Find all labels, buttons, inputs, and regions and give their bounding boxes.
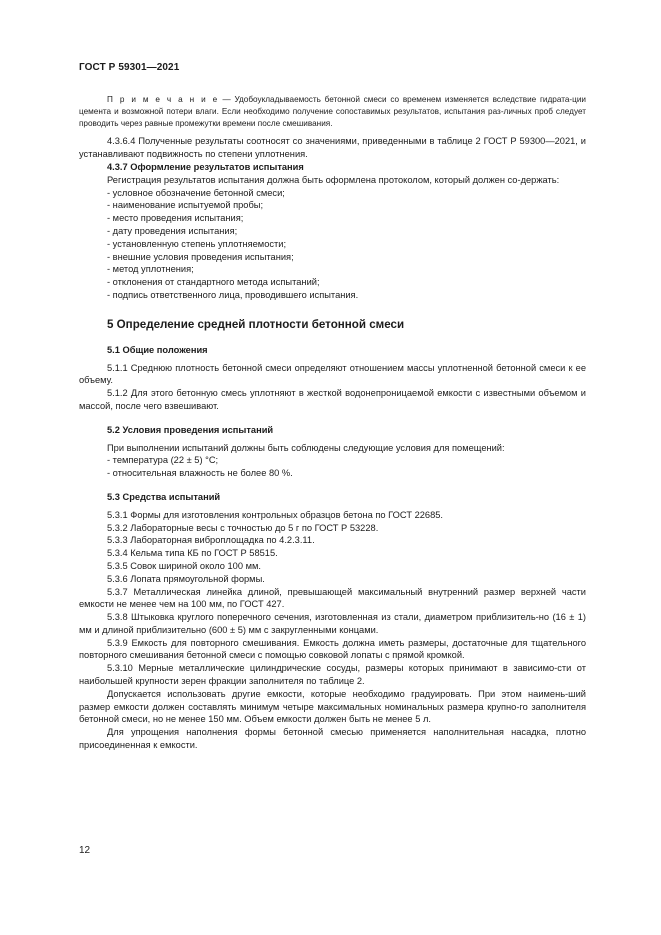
note-block: [79, 94, 586, 129]
paragraph-5-3-10: 5.3.10 Мерные металлические цилиндрические сосуды, размеры которых принимают в зависимо-сти от наибольшей крупности зерен фракции заполнителя по таблице 2.: [79, 663, 586, 687]
note-label: П р и м е ч а н и е: [107, 95, 219, 104]
heading-5-1: 5.1 Общие положения: [107, 344, 208, 355]
paragraph-5-3-8: 5.3.8 Штыковка круглого поперечного сечения, изготовленная из стали, диаметром приблизитель-но (16 ± 1) мм и длиной приблизительно (600 ± 5) мм с закругленными концами.: [79, 612, 586, 635]
note-dash: —: [218, 95, 235, 104]
list-item: - относительная влажность не более 80 %.: [107, 468, 293, 479]
paragraph-5-2-intro: При выполнении испытаний должны быть соблюдены следующие условия для помещений:: [107, 442, 505, 453]
paragraph-4-3-6-4: 4.3.6.4 Полученные результаты соотносят со значениями, приведенными в таблице 2 ГОСТ Р 59300—2021, и устанавливают подвижность по степени уплотнения.: [79, 136, 586, 160]
list-item: - место проведения испытания;: [107, 213, 244, 224]
heading-5-2: 5.2 Условия проведения испытаний: [107, 424, 274, 435]
paragraph-5-1-2: 5.1.2 Для этого бетонную смесь уплотняют в жесткой водонепроницаемой емкости с известными объемом и массой, после чего взвешивают.: [79, 388, 586, 411]
list-4-3-7: [79, 187, 586, 302]
list-item: - условное обозначение бетонной смеси;: [107, 187, 285, 198]
paragraph-5-3-4: 5.3.4 Кельма типа КБ по ГОСТ Р 58515.: [107, 548, 278, 559]
list-item: - внешние условия проведения испытания;: [107, 251, 294, 262]
note-paragraph: [79, 94, 586, 129]
paragraph-5-1-1: 5.1.1 Среднюю плотность бетонной смеси определяют отношением массы уплотненной бетонной смеси к ее объему.: [79, 362, 586, 386]
list-item: - дату проведения испытания;: [107, 225, 238, 236]
list-item: - температура (22 ± 5) °С;: [107, 455, 219, 466]
list-item: - наименование испытуемой пробы;: [107, 200, 264, 211]
paragraph-5-3-1: 5.3.1 Формы для изготовления контрольных образцов бетона по ГОСТ 22685.: [107, 509, 444, 520]
paragraph-4-3-7-intro: Регистрация результатов испытания должна быть оформлена протоколом, который должен со-держать:: [107, 174, 560, 185]
document-header: ГОСТ Р 59301—2021: [79, 62, 180, 73]
list-item: - подпись ответственного лица, проводившего испытания.: [107, 289, 359, 300]
note-text: Удобоукладываемость бетонной смеси со временем изменяется вследствие гидрата-ции цемента и возможной потери влаги. Если необходимо получение сопоставимых результатов, испытания раз-личных проб следует проводить через равные промежутки времени после смешивания.: [79, 95, 586, 128]
page-number: 12: [79, 845, 91, 856]
list-item: - установленную степень уплотняемости;: [107, 238, 287, 249]
paragraph-5-3-10-note: Допускается использовать другие емкости, которые необходимо градуировать. При этом наимень-ший размер емкости должен составлять минимум четыре максимальных номинальных размера крупно-го заполнителя бетонной смеси, но не менее 150 мм. Объем емкости должен быть не менее 5 л.: [79, 688, 586, 725]
document-body: [79, 94, 586, 752]
paragraph-5-3-2: 5.3.2 Лабораторные весы с точностью до 5 г по ГОСТ Р 53228.: [107, 522, 379, 533]
paragraph-5-3-5: 5.3.5 Совок шириной около 100 мм.: [107, 560, 261, 571]
heading-4-3-7: 4.3.7 Оформление результатов испытания: [107, 161, 304, 172]
heading-5-3: 5.3 Средства испытаний: [107, 491, 221, 502]
list-item: - метод уплотнения;: [107, 264, 194, 275]
section-5-title: 5 Определение средней плотности бетонной смеси: [107, 317, 405, 331]
paragraph-5-3-10-nozzle: Для упрощения наполнения формы бетонной смесью применяется наполнительная насадка, плотно присоединенная к емкости.: [79, 727, 586, 751]
paragraph-5-3-6: 5.3.6 Лопата прямоугольной формы.: [107, 573, 265, 584]
paragraph-5-3-7: 5.3.7 Металлическая линейка длиной, превышающей максимальный внутренний размер верхней части емкости не менее чем на 100 мм, по ГОСТ 427.: [79, 586, 586, 610]
paragraph-5-3-9: 5.3.9 Емкость для повторного смешивания. Емкость должна иметь размеры, достаточные для тщательного повторного смешивания бетонной смеси с помощью совковой лопаты с прямой кромкой.: [79, 637, 586, 661]
list-item: - отклонения от стандартного метода испытаний;: [107, 277, 320, 288]
paragraph-5-3-3: 5.3.3 Лабораторная виброплощадка по 4.2.3.11.: [107, 535, 315, 546]
